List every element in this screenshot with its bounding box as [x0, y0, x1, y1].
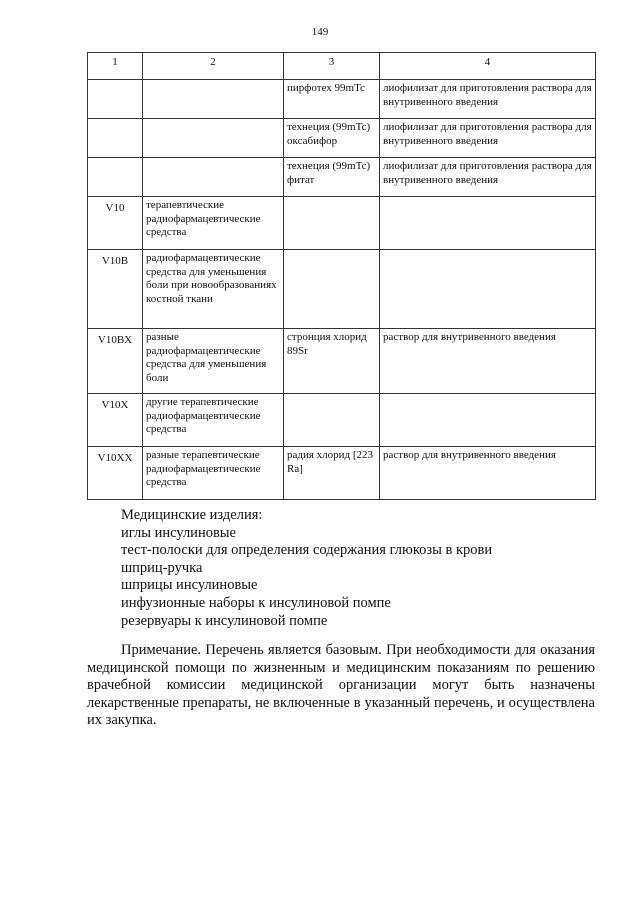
medical-devices-title: Медицинские изделия: [121, 507, 263, 523]
dosage-form-cell: раствор для внутривенного введения [380, 329, 596, 394]
group-cell: другие терапевтические радиофармацевтические средства [143, 394, 284, 447]
drug-name-cell [284, 197, 380, 250]
group-cell: разные терапевтические радиофармацевтические средства [143, 447, 284, 500]
atc-code-cell: V10B [88, 250, 143, 329]
table-row [88, 119, 596, 158]
header-col-3: 3 [284, 53, 380, 80]
note-paragraph: Примечание. Перечень является базовым. При необходимости для оказания медицинской помощи по жизненным и медицинским показаниям по решению врачебной комиссии медицинской организации могут быть назначены лекарственные препараты, не включенные в указанный перечень, и осуществлена их закупка. [87, 642, 595, 729]
page-number: 149 [311, 26, 329, 38]
dosage-form-cell: лиофилизат для приготовления раствора для внутривенного введения [380, 158, 596, 197]
group-cell: радиофармацевтические средства для уменьшения боли при новообразованиях костной ткани [143, 250, 284, 329]
header-col-4: 4 [380, 53, 596, 80]
drug-table [87, 52, 596, 500]
table-header-row [88, 53, 596, 80]
drug-name-cell: пирфотех 99mTc [284, 80, 380, 119]
drug-name-cell: технеция (99mTc) фитат [284, 158, 380, 197]
group-cell [143, 158, 284, 197]
dosage-form-cell: раствор для внутривенного введения [380, 447, 596, 500]
list-item: инфузионные наборы к инсулиновой помпе [121, 594, 391, 611]
dosage-form-cell: лиофилизат для приготовления раствора для внутривенного введения [380, 80, 596, 119]
dosage-form-cell [380, 250, 596, 329]
list-item: иглы инсулиновые [121, 524, 236, 541]
drug-name-cell [284, 394, 380, 447]
drug-name-cell: стронция хлорид 89Sr [284, 329, 380, 394]
header-col-1: 1 [88, 53, 143, 80]
table-row [88, 447, 596, 500]
list-item: резервуары к инсулиновой помпе [121, 612, 328, 629]
list-item: шприц-ручка [121, 559, 203, 576]
table-row [88, 80, 596, 119]
header-col-2: 2 [143, 53, 284, 80]
drug-name-cell [284, 250, 380, 329]
medical-devices-list [121, 507, 492, 630]
group-cell [143, 119, 284, 158]
drug-name-cell: радия хлорид [223 Ra] [284, 447, 380, 500]
table-row [88, 197, 596, 250]
group-cell: терапевтические радиофармацевтические средства [143, 197, 284, 250]
atc-code-cell [88, 119, 143, 158]
atc-code-cell: V10XX [88, 447, 143, 500]
group-cell [143, 80, 284, 119]
atc-code-cell [88, 80, 143, 119]
list-item: тест-полоски для определения содержания глюкозы в крови [121, 542, 493, 559]
table-row [88, 394, 596, 447]
drug-name-cell: технеция (99mTc) оксабифор [284, 119, 380, 158]
dosage-form-cell: лиофилизат для приготовления раствора для внутривенного введения [380, 119, 596, 158]
table-row [88, 250, 596, 329]
dosage-form-cell [380, 394, 596, 447]
table-row [88, 329, 596, 394]
atc-code-cell: V10X [88, 394, 143, 447]
table-row [88, 158, 596, 197]
atc-code-cell: V10 [88, 197, 143, 250]
group-cell: разные радиофармацевтические средства для уменьшения боли [143, 329, 284, 394]
atc-code-cell: V10BX [88, 329, 143, 394]
atc-code-cell [88, 158, 143, 197]
dosage-form-cell [380, 197, 596, 250]
list-item: шприцы инсулиновые [121, 577, 258, 594]
